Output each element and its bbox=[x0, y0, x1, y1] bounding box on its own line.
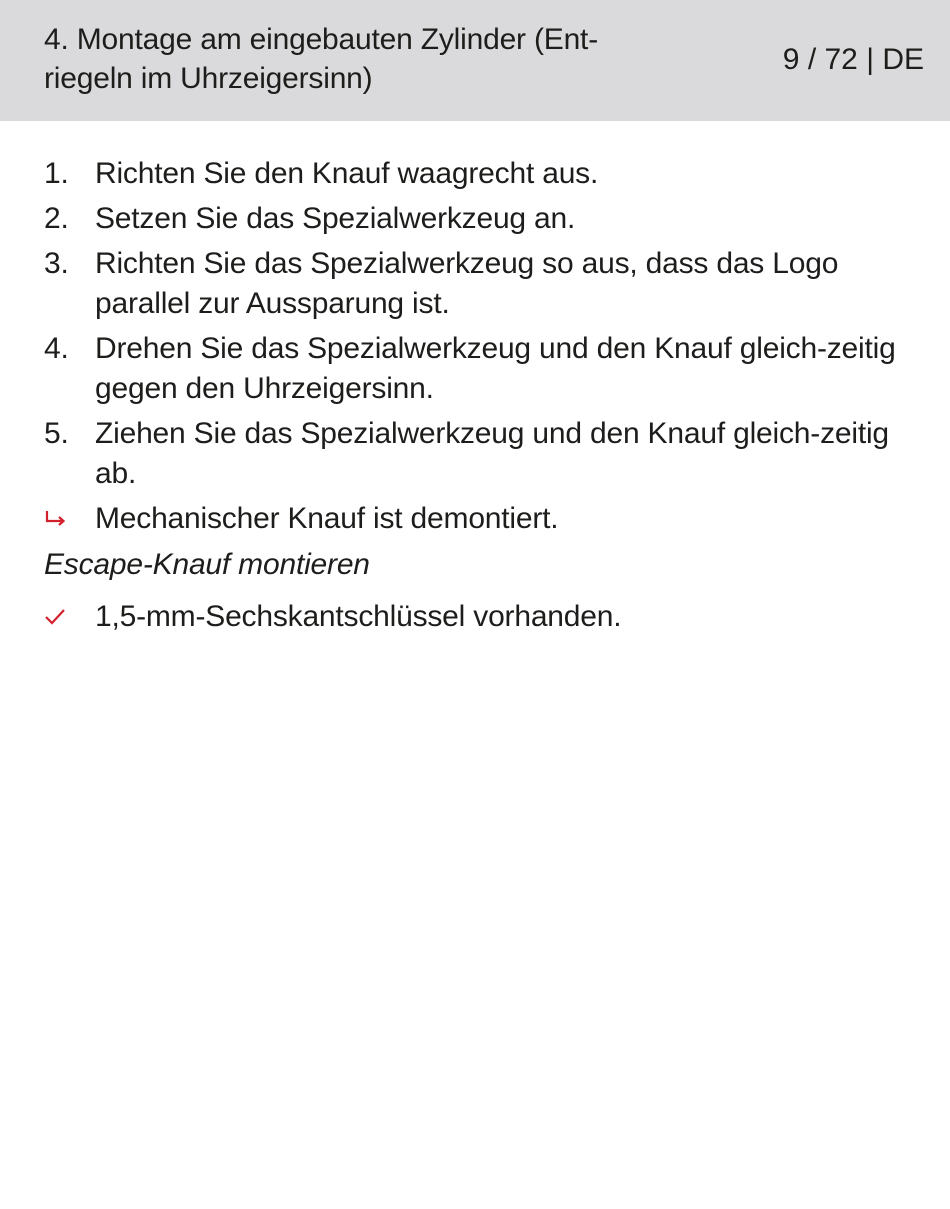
prerequisite-text: 1,5-mm-Sechskantschlüssel vorhanden. bbox=[95, 600, 622, 633]
step-number: 5. bbox=[44, 417, 69, 450]
step-list bbox=[44, 154, 924, 494]
step-text: Drehen Sie das Spezialwerkzeug und den Knauf gleich-zeitig gegen den Uhrzeigersinn. bbox=[95, 332, 896, 405]
instructions-content bbox=[44, 154, 924, 637]
page-header bbox=[0, 0, 950, 121]
section-title-line-1: 4. Montage am eingebauten Zylinder (Ent- bbox=[44, 23, 598, 56]
prerequisite-line bbox=[44, 597, 924, 637]
result-text: Mechanischer Knauf ist demontiert. bbox=[95, 502, 559, 535]
step-item-5 bbox=[44, 414, 924, 494]
step-number: 3. bbox=[44, 247, 69, 280]
step-text: Richten Sie den Knauf waagrecht aus. bbox=[95, 157, 599, 190]
step-item-2 bbox=[44, 199, 924, 239]
result-arrow-icon bbox=[44, 499, 68, 541]
step-item-1 bbox=[44, 154, 924, 194]
step-item-4 bbox=[44, 329, 924, 409]
checkmark-icon bbox=[44, 597, 66, 639]
step-number: 1. bbox=[44, 157, 69, 190]
subsection-heading: Escape-Knauf montieren bbox=[44, 548, 370, 581]
step-item-3 bbox=[44, 244, 924, 324]
step-text: Setzen Sie das Spezialwerkzeug an. bbox=[95, 202, 576, 235]
step-text: Richten Sie das Spezialwerkzeug so aus, dass das Logo parallel zur Aussparung ist. bbox=[95, 247, 839, 320]
section-title bbox=[44, 20, 684, 98]
step-number: 2. bbox=[44, 202, 69, 235]
step-text: Ziehen Sie das Spezialwerkzeug und den Knauf gleich-zeitig ab. bbox=[95, 417, 889, 490]
result-line bbox=[44, 499, 924, 539]
section-title-line-2: riegeln im Uhrzeigersinn) bbox=[44, 62, 373, 95]
page-number: 9 / 72 | DE bbox=[782, 43, 924, 76]
step-number: 4. bbox=[44, 332, 69, 365]
